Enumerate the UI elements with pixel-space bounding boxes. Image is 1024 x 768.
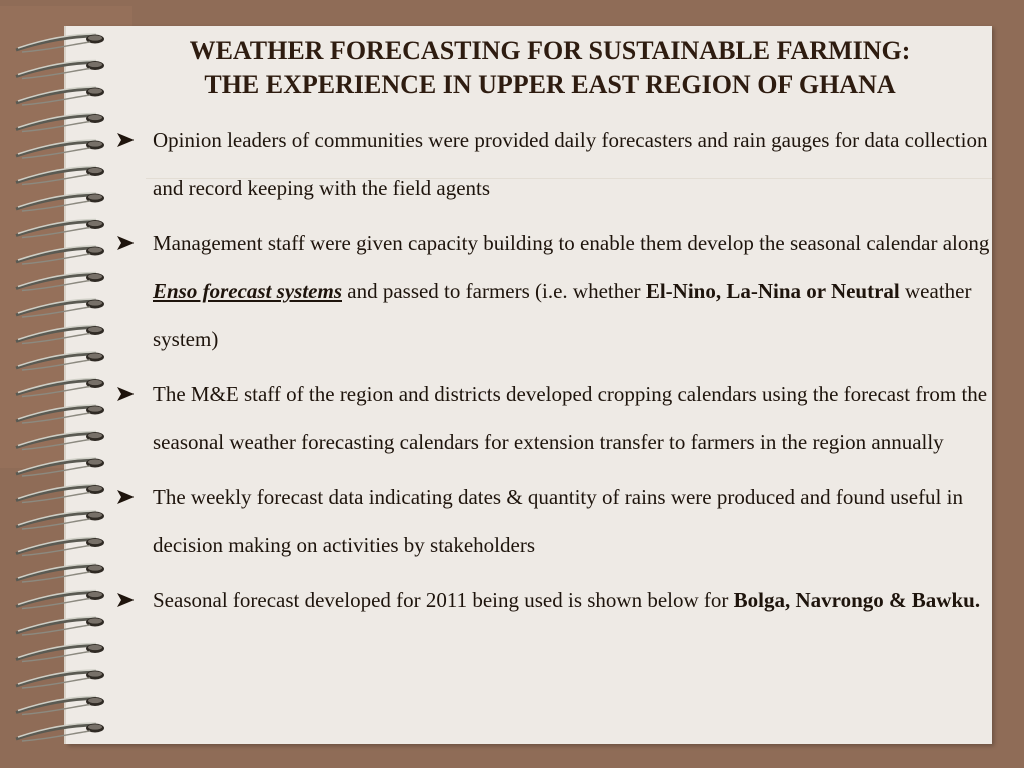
bullet-text-part: Management staff were given capacity building to enable them develop the seasonal calendar along <box>153 231 990 255</box>
bullet-text: The weekly forecast data indicating dates & quantity of rains were produced and found useful in decision making on activities by stakeholders <box>153 485 963 557</box>
arrow-bullet-icon <box>116 370 138 418</box>
bullet-item-2 <box>112 219 992 363</box>
arrow-bullet-icon <box>116 473 138 521</box>
bullet-list <box>112 116 992 631</box>
title-line-1: WEATHER FORECASTING FOR SUSTAINABLE FARMING: <box>189 36 911 65</box>
locations-strong: Bolga, Navrongo & Bawku. <box>733 588 981 612</box>
bullet-text-part: Seasonal forecast developed for 2011 being used is shown below for <box>153 588 734 612</box>
bullet-item-5 <box>112 576 992 624</box>
bullet-text: The M&E staff of the region and districts developed cropping calendars using the forecast from the seasonal weather forecasting calendars for extension transfer to farmers in the region annually <box>153 382 988 454</box>
bullet-item-3 <box>112 370 992 466</box>
arrow-bullet-icon <box>116 116 138 164</box>
enso-forecast-systems-emphasis: Enso forecast systems <box>153 279 342 303</box>
bullet-item-4 <box>112 473 992 569</box>
bullet-text-part: weather system) <box>153 279 972 351</box>
bullet-text: Opinion leaders of communities were provided daily forecasters and rain gauges for data collection and record keeping with the field agents <box>153 128 988 200</box>
arrow-bullet-icon <box>116 576 138 624</box>
arrow-bullet-icon <box>116 219 138 267</box>
weather-systems-strong: El-Nino, La-Nina or Neutral <box>645 279 900 303</box>
title-line-2: THE EXPERIENCE IN UPPER EAST REGION OF GHANA <box>204 70 896 99</box>
slide-title <box>100 34 1000 102</box>
bullet-item-1 <box>112 116 992 212</box>
bullet-text-part: and passed to farmers (i.e. whether <box>342 279 646 303</box>
